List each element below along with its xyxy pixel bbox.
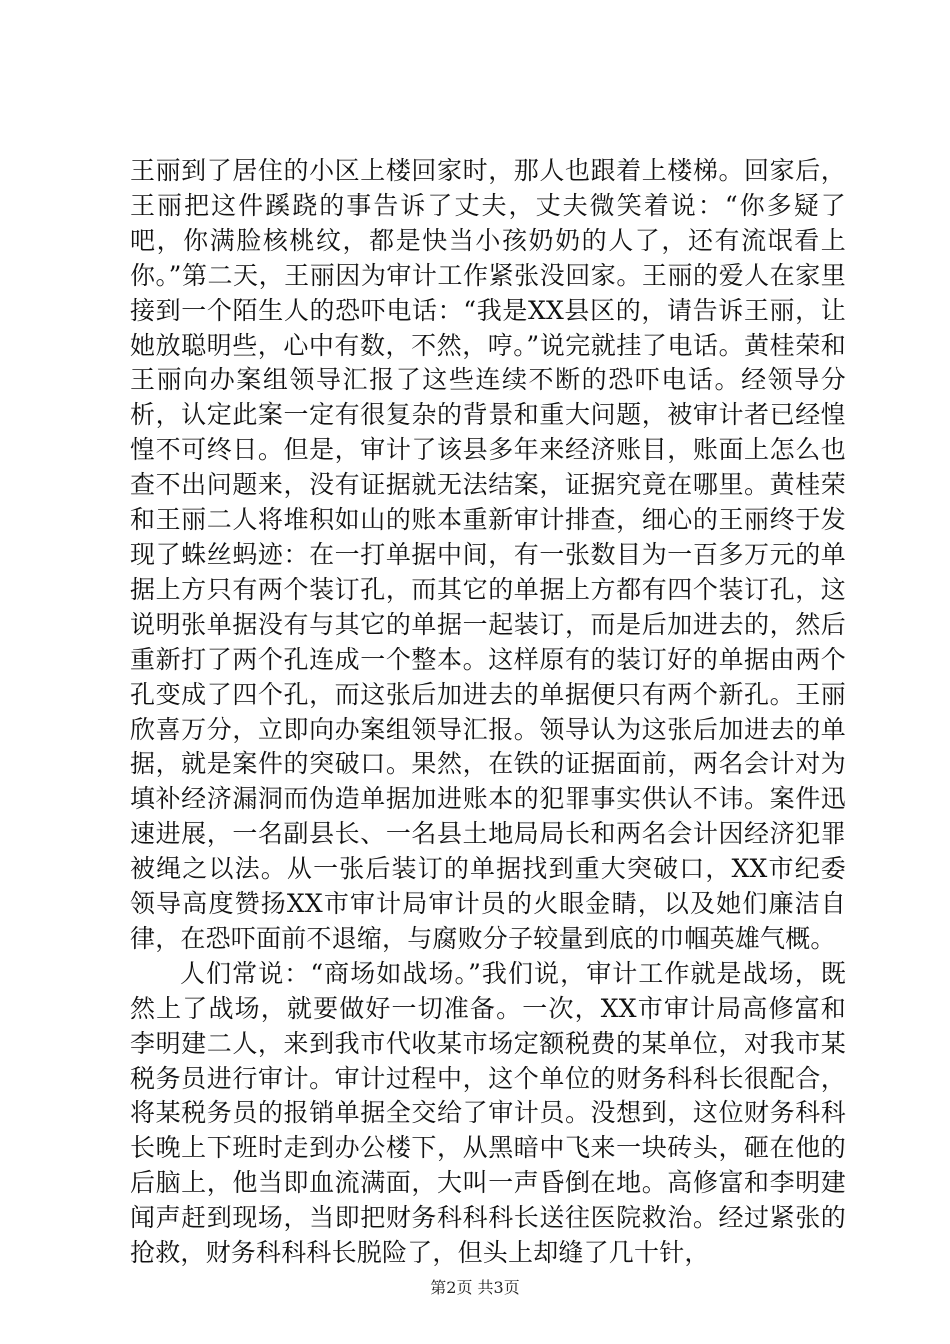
page-footer: 第2页 共3页 [430,1278,520,1297]
paragraph-2: 人们常说：“商场如战场。”我们说，审计工作就是战场，既然上了战场，就要做好一切准备。一次，XX市审计局高修富和李明建二人，来到我市代收某市场定额税费的某单位，对我市某税务员进行审计。审计过程中，这个单位的财务科科长很配合，将某税务员的报销单据全交给了审计员。没想到，这位财务科科长晚上下班时走到办公楼下，从黑暗中飞来一块砖头，砸在他的后脑上，他当即血流满面，大叫一声昏倒在地。高修富和李明建闻声赶到现场，当即把财务科科科长送往医院救治。经过紧张的抢救，财务科科科长脱险了，但头上却缝了几十针， [130,958,846,1268]
document-body [130,154,846,1271]
paragraph-1: 王丽到了居住的小区上楼回家时，那人也跟着上楼梯。回家后，王丽把这件蹊跷的事告诉了丈夫，丈夫微笑着说：“你多疑了吧，你满脸核桃纹，都是快当小孩奶奶的人了，还有流氓看上你。”第二天，王丽因为审计工作紧张没回家。王丽的爱人在家里接到一个陌生人的恐吓电话：“我是XX县区的，请告诉王丽，让她放聪明些，心中有数，不然，哼。”说完就挂了电话。黄桂荣和王丽向办案组领导汇报了这些连续不断的恐吓电话。经领导分析，认定此案一定有很复杂的背景和重大问题，被审计者已经惶惶不可终日。但是，审计了该县多年来经济账目，账面上怎么也查不出问题来，没有证据就无法结案，证据究竟在哪里。黄桂荣和王丽二人将堆积如山的账本重新审计排查，细心的王丽终于发现了蛛丝蚂迹：在一打单据中间，有一张数目为一百多万元的单据上方只有两个装订孔，而其它的单据上方都有四个装订孔，这说明张单据没有与其它的单据一起装订，而是后加进去的，然后重新打了两个孔连成一个整本。这样原有的装订好的单据由两个孔变成了四个孔，而这张后加进去的单据便只有两个新孔。王丽欣喜万分，立即向办案组领导汇报。领导认为这张后加进去的单据，就是案件的突破口。果然，在铁的证据面前，两名会计对为填补经济漏洞而伪造单据加进账本的犯罪事实供认不讳。案件迅速进展，一名副县长、一名县土地局局长和两名会计因经济犯罪被绳之以法。从一张后装订的单据找到重大突破口，XX市纪委领导高度赞扬XX市审计局审计员的火眼金睛，以及她们廉洁自律，在恐吓面前不退缩，与腐败分子较量到底的巾帼英雄气概。 [130,156,846,953]
